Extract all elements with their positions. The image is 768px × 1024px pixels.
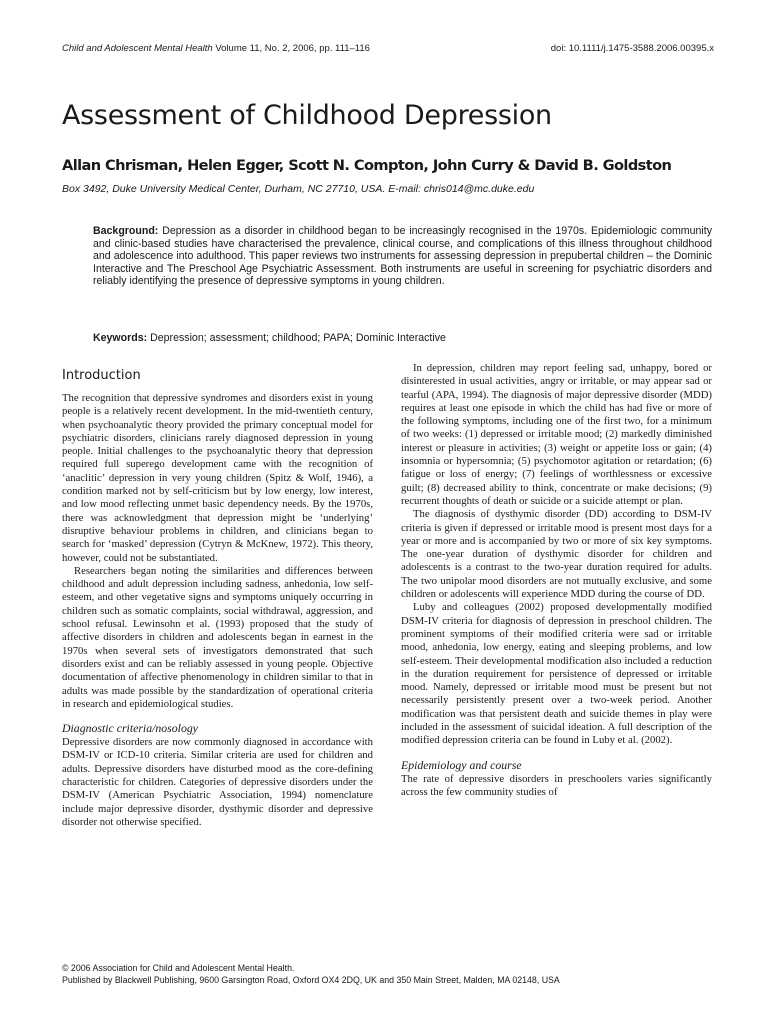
- body-column-right: [401, 362, 712, 799]
- journal-name: Child and Adolescent Mental Health: [62, 43, 213, 54]
- doi-link[interactable]: doi: 10.1111/j.1475-3588.2006.00395.x: [550, 43, 714, 54]
- introduction-heading: Introduction: [62, 368, 141, 383]
- abstract: [93, 225, 712, 288]
- diagnostic-paragraph-2: In depression, children may report feeling sad, unhappy, bored or disinterested in usual activities, angry or irritable, or may appear sad or tearful (APA, 1994). The diagnosis of major depressive disorder (MDD) requires at least one episode in which the child has had five or more of the following symptoms, including one of the first two, for a minimum of two weeks: (1) depressed or irritable mood; (2) markedly diminished interest or pleasure in activities; (3) weight or appetite loss or gain; (4) insomnia or hypersomnia; (5) psychomotor agitation or retardation; (6) fatigue or loss of energy; (7) feelings of worthlessness or excessive guilt; (8) decreased ability to think, concentrate or make decisions; (9) recurrent thoughts of death or suicide or a suicide attempt or plan.: [401, 362, 712, 507]
- running-header: [62, 43, 714, 54]
- abstract-label: Background:: [93, 225, 159, 237]
- diagnostic-paragraph-3: The diagnosis of dysthymic disorder (DD) according to DSM-IV criteria is given if depressed or irritable mood is present most days for a year or more and is accompanied by two or more of six key symptoms. The one-year duration of dysthymic disorder for children and adolescents is a contrast to the two-year duration required for adults. The two unipolar mood disorders are not mutually exclusive, and some children or adolescents will experience MDD during the course of DD.: [401, 508, 712, 601]
- intro-paragraph-1: The recognition that depressive syndromes and disorders exist in young people is a relatively recent development. In the mid-twentieth century, when psychoanalytic theory provided the primary conceptual model for psychiatric disorders, clinicians rarely diagnosed depression in young people. Initial challenges to the psychoanalytic theory that depression required full superego development came with the recognition of ‘anaclitic’ depression in very young children (Spitz & Wolf, 1946), a condition marked not by self-criticism but by low energy, low interest, and low mood reflecting unmet basic dependency needs. By the 1970s, there was acknowledgment that depression might be ‘underlying’ disruptive behaviour problems in children, and clinicians began to search for ‘masked’ depression (Cytryn & McKnew, 1972). This theory, however, could not be substantiated.: [62, 392, 373, 564]
- volume-info: Volume 11, No. 2, 2006, pp. 111–116: [215, 43, 370, 54]
- epidemiology-paragraph-1: The rate of depressive disorders in preschoolers varies significantly across the few community studies of: [401, 772, 712, 798]
- body-column-left: [62, 362, 373, 829]
- diagnostic-criteria-heading: Diagnostic criteria/nosology: [62, 721, 198, 736]
- keywords: [93, 332, 446, 344]
- article-title: Assessment of Childhood Depression: [62, 100, 552, 131]
- diagnostic-paragraph-4: Luby and colleagues (2002) proposed developmentally modified DSM-IV criteria for diagnosis of depression in preschool children. The prominent symptoms of their modified criteria were sad or irritable mood, anhedonia, low energy, eating and sleeping problems, and low self-esteem. Their developmental modification also included a reduction in the duration requirement for persistence of depressed or irritable mood. Namely, depressed or irritable mood must be present but not necessarily persistently present over a two-week period. Another modification was that persistent death and suicide themes in play were included in the assessment of suicidal ideation. A full description of the modified depression criteria can be found in Luby et al. (2002).: [401, 601, 712, 747]
- copyright-notice: © 2006 Association for Child and Adolescent Mental Health.: [62, 963, 295, 973]
- publisher-info: Published by Blackwell Publishing, 9600 Garsington Road, Oxford OX4 2DQ, UK and 350 Main Street, Malden, MA 02148, USA: [62, 975, 560, 985]
- journal-citation: [62, 43, 370, 54]
- page-footer: [62, 962, 722, 986]
- affiliation: Box 3492, Duke University Medical Center, Durham, NC 27710, USA. E-mail: chris014@mc.duke.edu: [62, 183, 535, 195]
- diagnostic-paragraph-1: Depressive disorders are now commonly diagnosed in accordance with DSM-IV or ICD-10 criteria. Similar criteria are used for children and adults. Depressive disorders have disturbed mood as the core-defining characteristic for children. Categories of depressive disorders under the DSM-IV (American Psychiatric Association, 1994) nomenclature include major depressive disorder, dysthymic disorder and depressive disorder not otherwise specified.: [62, 736, 373, 828]
- keywords-text: Depression; assessment; childhood; PAPA; Dominic Interactive: [150, 332, 446, 344]
- author-list: Allan Chrisman, Helen Egger, Scott N. Compton, John Curry & David B. Goldston: [62, 157, 672, 174]
- intro-paragraph-2: Researchers began noting the similarities and differences between childhood and adult depression including sadness, anhedonia, low self-esteem, and other vegetative signs and symptoms uniquely occurring in children such as somatic complaints, social withdrawal, aggression, and school refusal. Lewinsohn et al. (1993) proposed that the study of affective disorders in children and adolescents began in earnest in the 1970s when several sets of investigators demonstrated that such disorders exist and can be reliably assessed in young people. Objective documentation of affective phenomenology in children similar to that in adults was made possible by the standardization of operational criteria in research and epidemiological studies.: [62, 564, 373, 710]
- abstract-text: Depression as a disorder in childhood began to be increasingly recognised in the 1970s. Epidemiologic community and clinic-based studies have characterised the prevalence, clinical course, and complications of this illness throughout childhood and adolescence into adulthood. This paper reviews two instruments for assessing depression in prepubertal children – the Dominic Interactive and The Preschool Age Psychiatric Assessment. Both instruments are useful in screening for psychiatric disorders and reliably identifying the presence of depressive symptoms in young children.: [93, 225, 712, 288]
- keywords-label: Keywords:: [93, 332, 148, 344]
- epidemiology-heading: Epidemiology and course: [401, 757, 522, 772]
